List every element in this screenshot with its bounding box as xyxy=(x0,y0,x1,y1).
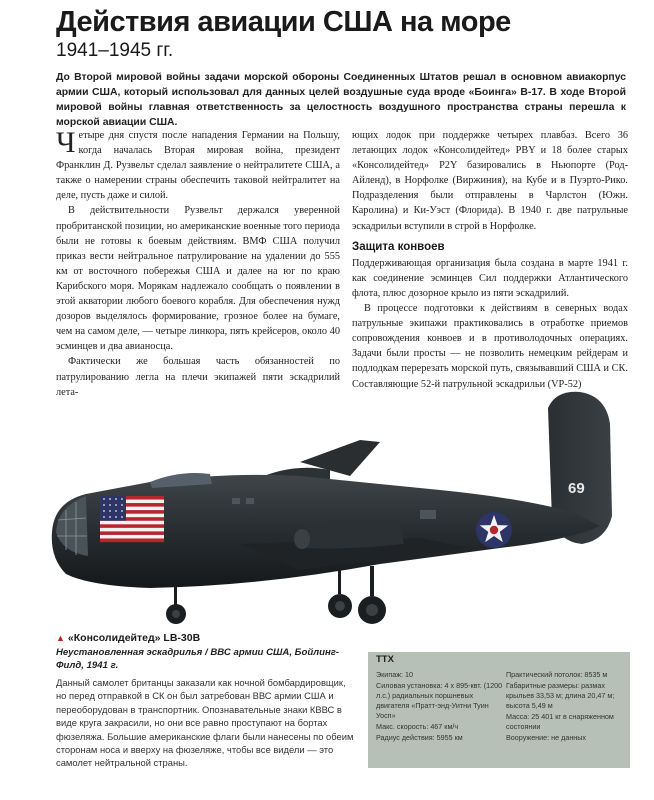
caption-subtitle: Неустановленная эскадрилья / ВВС армии США, Бойлинг-Филд, 1941 г. xyxy=(56,647,340,671)
article-paragraph-2: В действительности Рузвельт держался уверенной пробританской позиции, но американские военные того периода были не готовы к боевым действиям. ВМФ США получил приказ вести нейтральное патрулирование на удалении до 555 км от восточного побережья США и далее на юг по краю Карибского моря. Морякам надлежало сообщать о появлении в этой акватории любого боевого корабля. Для обеспечения нужд дозоров выделялось формирование, грозное более на бумаге, чем на самом деле, — четыре линкора, пять крейсеров, около 40 эсминцев и два авианосца. xyxy=(56,205,340,353)
tail-number: 69 xyxy=(568,480,585,497)
specs-column-right xyxy=(506,670,626,744)
intro-paragraph: До Второй мировой войны задачи морской обороны Соединенных Штатов решал в основном авиакорпус армии США, который использовал для данных целей воздушные суда вроде «Боинга» В-17. В ходе Второй мировой войны главная ответственность за целостность воздушного пространства страны перешла к морской авиации США. xyxy=(56,72,626,128)
spec-line: Практический потолок: 8535 м xyxy=(506,670,608,679)
spec-line: Экипаж: 10 xyxy=(376,670,414,679)
article-paragraph-6: В процессе подготовки к действиям в северных водах патрульные экипажи практиковались в отработке приемов сопровождения конвоев и в противолодочных операциях. Задачи были просты — не позволить немецким рейдерам и подлодкам перерезать морской путь, связывавший США и СК. Составляющие 52-й патрульной эскадрильи (VP-52) xyxy=(352,303,628,390)
article-paragraph-3: Фактически же большая часть обязанностей по патрулированию легла на плечи экипажей пяти эскадрилий лета- xyxy=(56,356,340,398)
page-subtitle: 1941–1945 гг. xyxy=(56,40,174,61)
roundel-marking xyxy=(476,512,512,548)
aircraft-illustration xyxy=(0,380,654,642)
drop-cap: Ч xyxy=(56,126,76,159)
article-paragraph-4: ющих лодок при поддержке четырех плавбаз. Всего 36 летающих лодок «Консолидейтед» PBY и 18 более старых «Консолидейтед» P2Y базировались в Ньюпорте (Род-Айленд), в Норфолке (Виржиния), на Кубе и в Пуэрто-Рико. Подразделения были отправлены в Чарлстон (Южн. Каролина) и Ки-Уэст (Флорида). В 1940 г. две патрульные эскадрильи вступили в строй в Норфолке. xyxy=(352,130,628,232)
caption-title xyxy=(56,632,356,644)
article-paragraph-5: Поддерживающая организация была создана в марте 1941 г. как соединение эсминцев Сил поддержки Атлантического флота, плюс дозорное крыло из пяти эскадрилий. xyxy=(352,257,628,299)
article-column-left xyxy=(56,126,340,398)
spec-line: Силовая установка: 4 х 895-квт. (1200 л.с.) радиальных поршневых двигателя «Пратт-энд-Уитни Туин Уосп» xyxy=(376,681,503,720)
triangle-marker-icon: ▲ xyxy=(56,633,65,643)
aircraft-caption xyxy=(56,632,356,770)
specs-column-left xyxy=(376,670,504,744)
article-column-right xyxy=(352,128,628,390)
side-window xyxy=(232,498,240,504)
article-paragraph-1 xyxy=(56,128,340,203)
spec-line: Габаритные размеры: размах крыльев 33,53 м; длина 20,47 м; высота 5,49 м xyxy=(506,681,615,710)
page-title: Действия авиации США на море xyxy=(56,6,511,38)
spec-line: Масса: 25 401 кг в снаряженном состоянии xyxy=(506,712,614,731)
specs-box xyxy=(368,652,630,768)
near-engine-cowl xyxy=(294,529,310,549)
section-heading: Защита конвоев xyxy=(352,240,445,253)
spec-line: Макс. скорость: 467 км/ч xyxy=(376,722,459,731)
spec-line: Вооружение: не данных xyxy=(506,733,587,742)
waist-window xyxy=(420,510,436,519)
specs-title: ТТХ xyxy=(376,654,394,665)
spec-line: Радиус действия: 5955 км xyxy=(376,733,463,742)
paragraph-text: етыре дня спустя после нападения Германии на Польшу, когда началась Вторая мировая война, президент Франклин Д. Рузвельт сделал заявление о нейтралитете США, а также о намерении страны обеспечить таковой нейтралитет на деле, пусть даже и силой. xyxy=(56,130,340,202)
caption-title-text: «Консолидейтед» LB-30B xyxy=(67,632,201,644)
us-flag-marking xyxy=(100,496,164,542)
caption-description: Данный самолет британцы заказали как ночной бомбардировщик, но перед отправкой в СК он был затребован ВВС армии США и переоборудован в транспортник. Опознавательные знаки КВВС в виде круга закрасили, но они все равно проступают на бортах фюзеляжа. Большие американские флаги были нанесены по обеим сторонам носа и вверху на фюзеляже, чтобы все видели — это самолет нейтральной страны. xyxy=(56,677,354,769)
